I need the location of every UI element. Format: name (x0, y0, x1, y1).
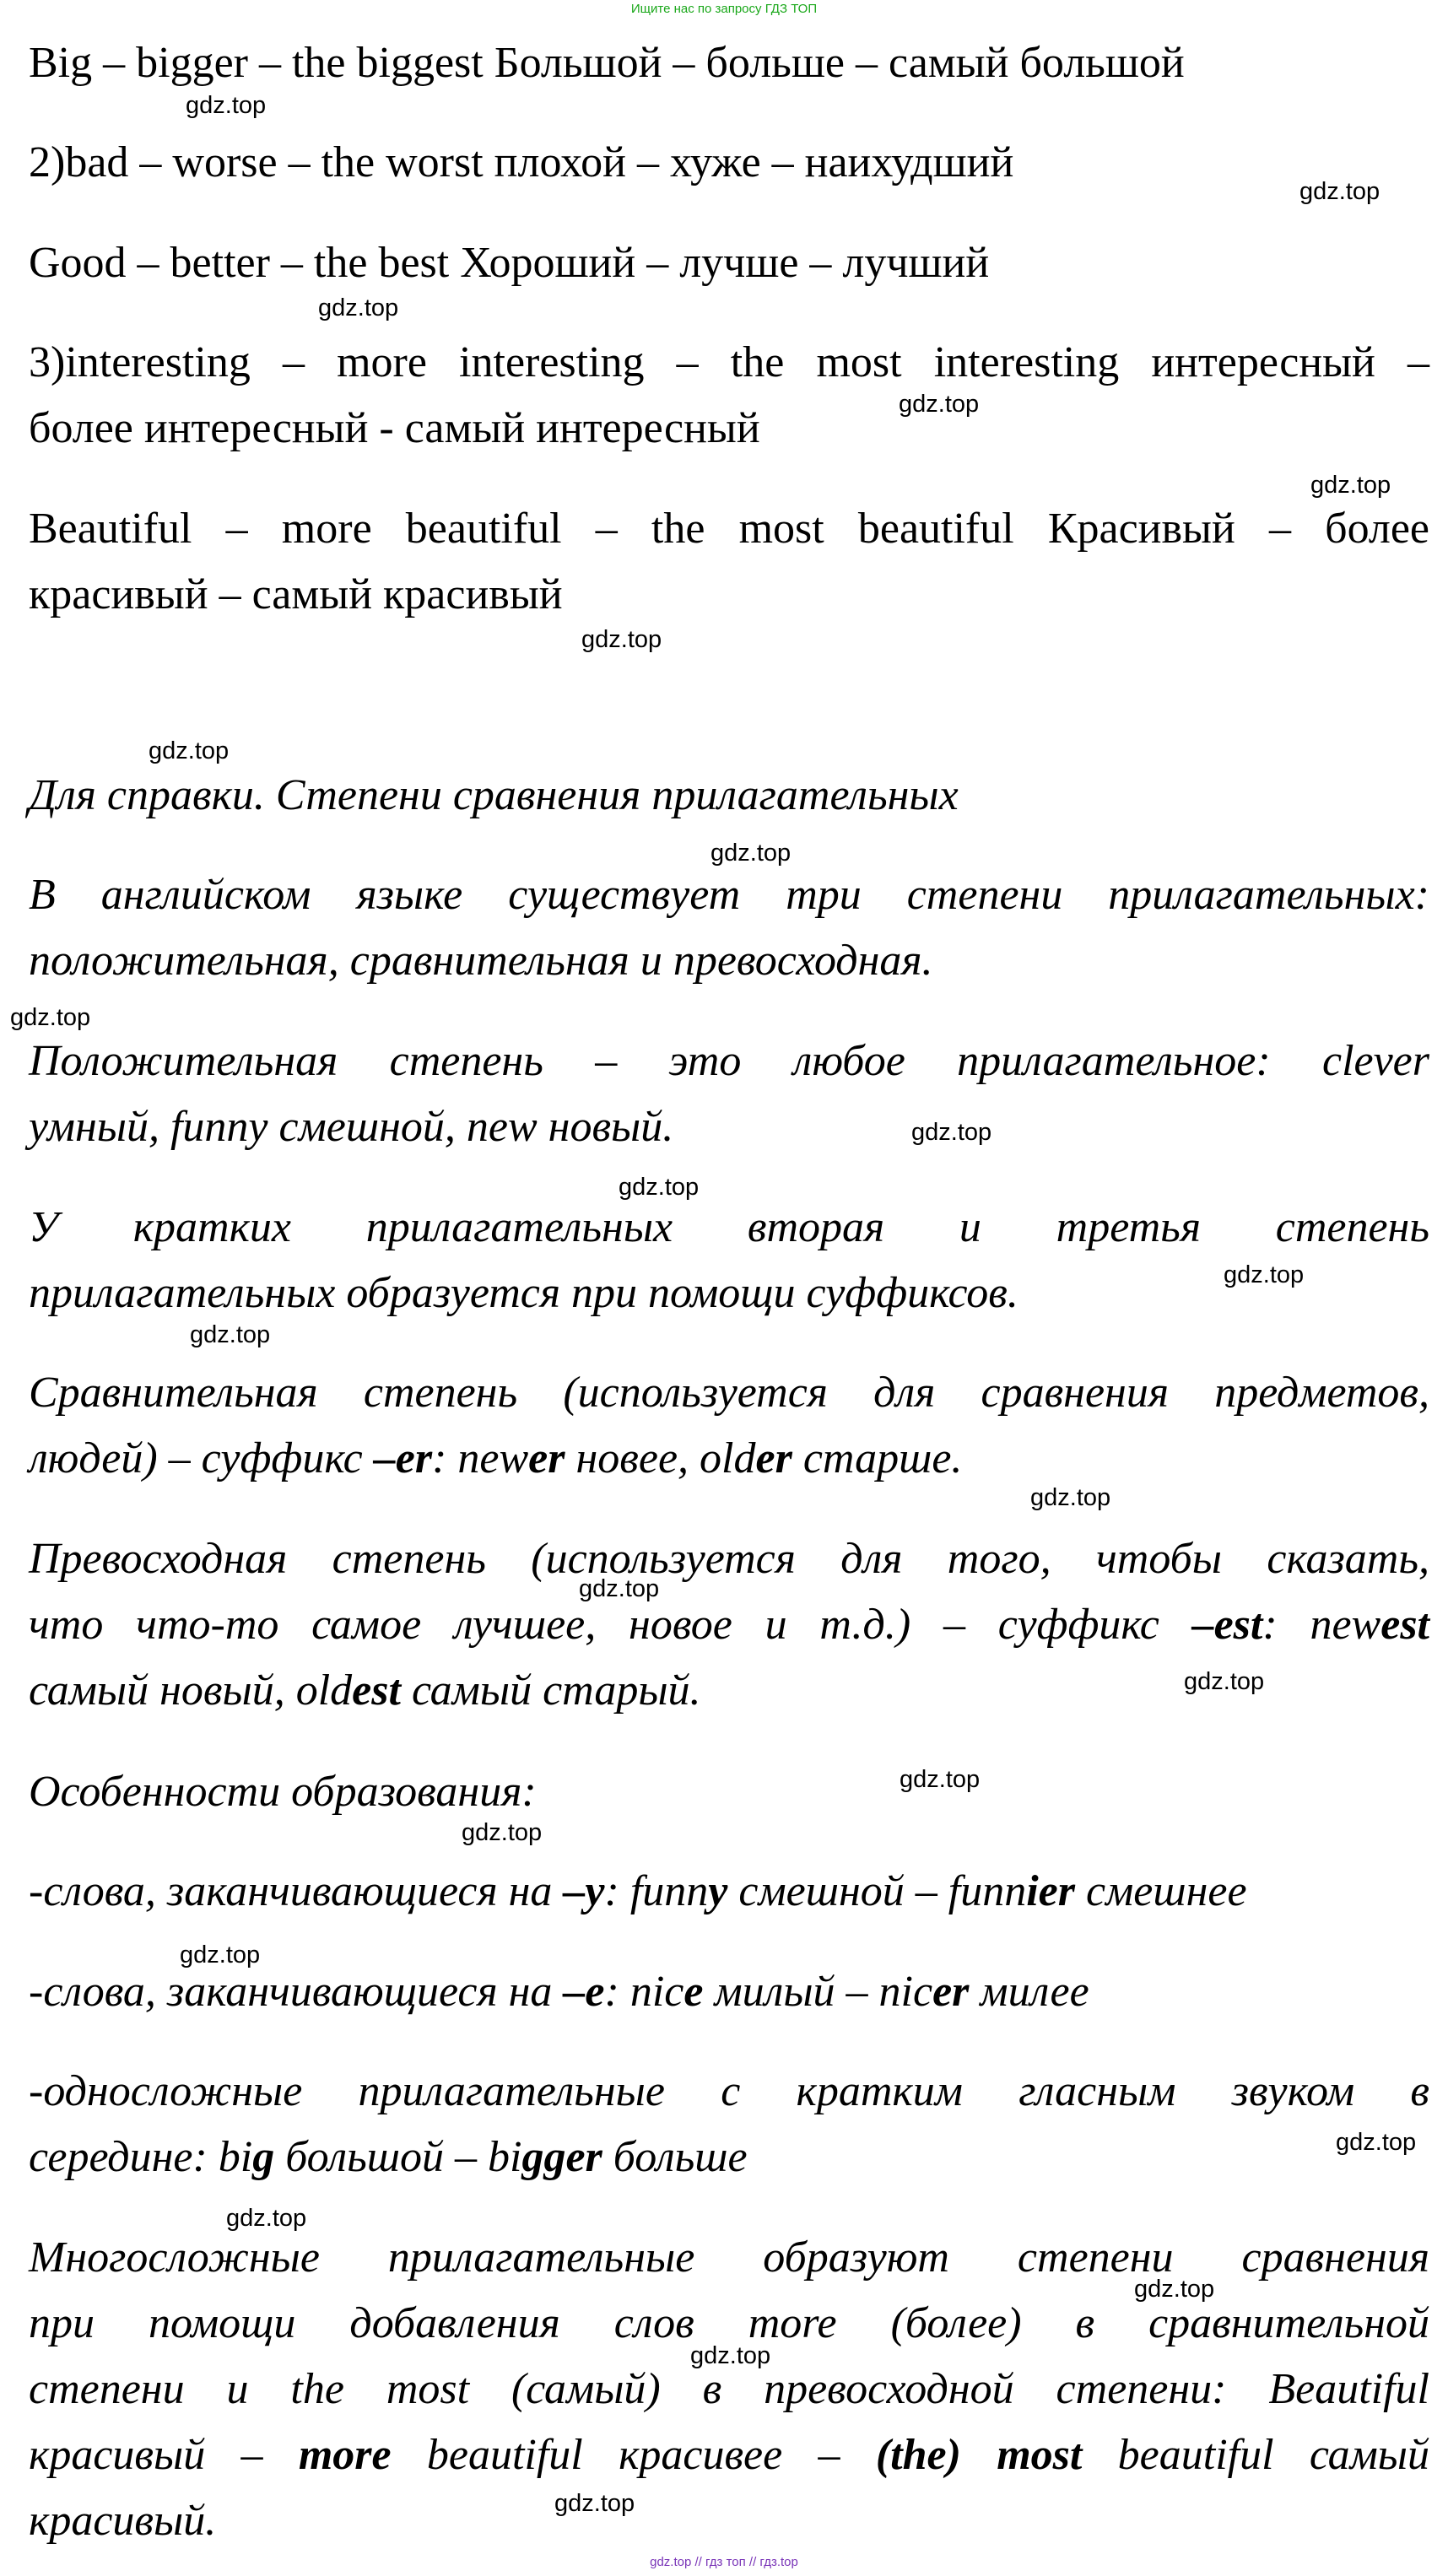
watermark: gdz.top (226, 2205, 307, 2232)
watermark: gdz.top (690, 2342, 771, 2369)
watermark: gdz.top (1310, 472, 1391, 499)
watermark: gdz.top (899, 391, 980, 418)
bottom-banner: gdz.top // гдз топ // гдз.top (650, 2555, 798, 2569)
feature-ending-y: -слова, заканчивающиеся на –y: funny смешной – funnier смешнее (29, 1867, 1247, 1915)
reference-title: Для справки. Степени сравнения прилагательных (29, 771, 959, 819)
answer-3: Good – better – the best Хороший – лучше – лучший (29, 239, 990, 287)
watermark: gdz.top (1184, 1668, 1265, 1695)
watermark: gdz.top (462, 1819, 543, 1846)
watermark: gdz.top (900, 1766, 981, 1793)
answer-4: 3)interesting – more interesting – the most interesting интересный – более интересный - самый интересный (29, 338, 1429, 452)
watermark: gdz.top (579, 1575, 660, 1602)
paragraph-short-adjectives: У кратких прилагательных вторая и третья степень прилагательных образуется при помощи суффиксов. (29, 1203, 1429, 1317)
watermark: gdz.top (149, 737, 230, 764)
answer-2: 2)bad – worse – the worst плохой – хуже – наихудший (29, 138, 1014, 186)
watermark: gdz.top (1336, 2129, 1417, 2156)
paragraph-positive: Положительная степень – это любое прилагательное: clever умный, funny смешной, new новый. (29, 1037, 1429, 1151)
paragraph-multisyllable: Многосложные прилагательные образуют степени сравнения при помощи добавления слов more (более) в сравнительной степени и the most (самый) в превосходной степени: Beautiful красивый – more beautiful красивее – (the) most beautiful самый красивый. (29, 2233, 1429, 2545)
top-banner: Ищите нас по запросу ГДЗ ТОП (630, 2, 818, 16)
watermark: gdz.top (180, 1941, 261, 1968)
watermark: gdz.top (1030, 1484, 1111, 1511)
watermark: gdz.top (581, 626, 662, 653)
feature-one-syllable: -односложные прилагательные с кратким гласным звуком в середине: big большой – bigger больше (29, 2067, 1429, 2181)
answer-5: Beautiful – more beautiful – the most beautiful Красивый – более красивый – самый красивый (29, 505, 1429, 618)
answer-1: Big – bigger – the biggest Большой – больше – самый большой (29, 39, 1185, 87)
watermark: gdz.top (10, 1004, 91, 1031)
watermark: gdz.top (911, 1119, 992, 1146)
watermark: gdz.top (1299, 178, 1380, 205)
watermark: gdz.top (186, 92, 267, 119)
watermark: gdz.top (1134, 2276, 1215, 2303)
feature-ending-e: -слова, заканчивающиеся на –e: nice милый – nicer милее (29, 1968, 1089, 2016)
watermark: gdz.top (1224, 1261, 1305, 1288)
watermark: gdz.top (318, 294, 399, 321)
paragraph-superlative: Превосходная степень (используется для того, чтобы сказать, что что-то самое лучшее, новое и т.д.) – суффикс –est: newest самый новый, oldest самый старый. (29, 1535, 1429, 1715)
watermark: gdz.top (619, 1174, 700, 1201)
watermark: gdz.top (554, 2490, 635, 2517)
features-title: Особенности образования: (29, 1768, 537, 1816)
watermark: gdz.top (190, 1321, 271, 1348)
paragraph-comparative: Сравнительная степень (используется для сравнения предметов, людей) – суффикс –er: newer новее, older старше. (29, 1369, 1429, 1482)
paragraph-degrees: В английском языке существует три степени прилагательных: положительная, сравнительная и превосходная. (29, 871, 1429, 985)
watermark: gdz.top (710, 840, 792, 867)
